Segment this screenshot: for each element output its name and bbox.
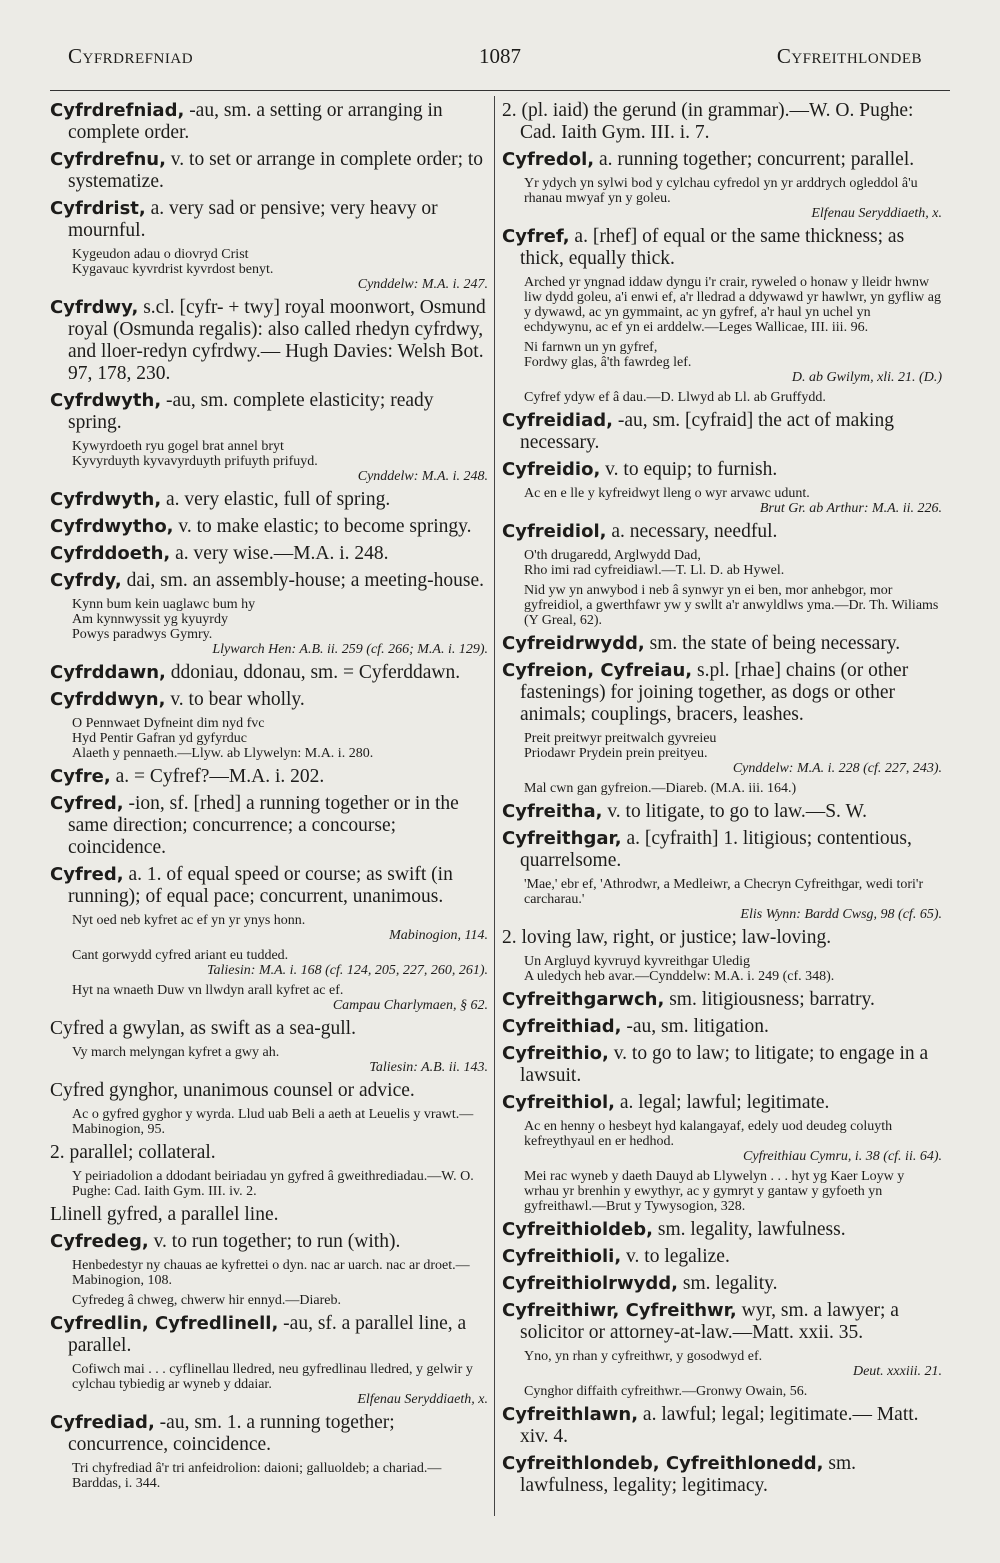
citation-line: A uledych heb avar.—Cynddelw: M.A. i. 249 (cf. 348). xyxy=(524,969,835,984)
citation-line: Kynn bum kein uaglawc bum hy xyxy=(72,597,256,612)
citation-block xyxy=(524,1169,942,1214)
citation-line: Cyfref ydyw ef â dau.—D. Llwyd ab Ll. ab Gruffydd. xyxy=(524,390,826,405)
citation-source: Llywarch Hen: A.B. ii. 259 (cf. 266; M.A. i. 129). xyxy=(212,642,488,657)
citation-block xyxy=(72,716,488,761)
citation-line: Tri chyfrediad â'r tri anfeidrolion: daioni; galluoldeb; a chariad.—Barddas, i. 344. xyxy=(72,1461,442,1491)
definition: -au, sm. complete elasticity; ready spring. xyxy=(68,390,434,433)
citation-block xyxy=(72,1045,488,1075)
dictionary-entry xyxy=(502,521,942,543)
definition: v. to legalize. xyxy=(626,1246,730,1267)
headword: Cyfreithioli, xyxy=(502,1246,622,1267)
definition: a. lawful; legal; legitimate.— Matt. xiv. 4. xyxy=(520,1404,919,1447)
citation-source: Elis Wynn: Bardd Cwsg, 98 (cf. 65). xyxy=(740,907,942,922)
headword: Cyfreithgarwch, xyxy=(502,989,665,1010)
running-head xyxy=(50,44,950,76)
definition: a. very elastic, full of spring. xyxy=(166,489,391,510)
definition: s.cl. [cyfr- + twy] royal moonwort, Osmund royal (Osmunda regalis): also called rhedyn cyfrdwy, and lloer-redyn cyfrdwy.— Hugh Davies: Welsh Bot. 97, 178, 230. xyxy=(68,297,486,384)
citation-block xyxy=(524,1119,942,1164)
definition: v. to run together; to run (with). xyxy=(153,1231,401,1252)
definition: ddoniau, ddonau, sm. = Cyferddawn. xyxy=(170,662,461,683)
dictionary-entry xyxy=(502,1273,942,1295)
citation-block xyxy=(524,390,942,405)
headword: Cyfreithio, xyxy=(502,1043,609,1064)
citation-line: Mal cwn gan gyfreion.—Diareb. (M.A. iii. 164.) xyxy=(524,781,797,796)
citation-source: Mabinogion, 114. xyxy=(389,928,488,943)
citation-block xyxy=(72,983,488,1013)
headword: Cyfref, xyxy=(502,226,570,247)
citation-line: Henbedestyr ny chauas ae kyfrettei o dyn. nac ar uarch. nac ar droet.—Mabinogion, 108. xyxy=(72,1258,470,1288)
left-column xyxy=(50,100,488,1496)
definition: 2. parallel; collateral. xyxy=(50,1142,216,1163)
citation-line: Kygeudon adau o diovryd Crist xyxy=(72,247,249,262)
head-right-guideword: Cyfreithlondeb xyxy=(776,44,922,68)
citation-block xyxy=(524,877,942,922)
dictionary-entry xyxy=(50,516,488,538)
citation-line: Vy march melyngan kyfret a gwy ah. xyxy=(72,1045,280,1060)
headword: Cyfrddwyn, xyxy=(50,689,166,710)
headword: Cyfrdwyth, xyxy=(50,489,162,510)
headword: Cyfreidrwydd, xyxy=(502,633,645,654)
definition: v. to make elastic; to become springy. xyxy=(178,516,472,537)
dictionary-entry xyxy=(502,100,942,144)
citation-source: Cynddelw: M.A. i. 248. xyxy=(357,469,488,484)
citation-line: Ac o gyfred gyghor y wyrda. Llud uab Beli a aeth at Leuelis y vrawt.—Mabinogion, 95. xyxy=(72,1107,474,1137)
headword: Cyfreithiol, xyxy=(502,1092,615,1113)
citation-source: Brut Gr. ab Arthur: M.A. ii. 226. xyxy=(759,501,942,516)
dictionary-entry xyxy=(502,660,942,726)
citation-block xyxy=(72,1293,488,1308)
citation-line: Ac en e lle y kyfreidwyt lleng o wyr arvawc udunt. xyxy=(524,486,810,501)
definition: -au, sm. [cyfraid] the act of making necessary. xyxy=(520,410,894,453)
dictionary-entry xyxy=(50,390,488,434)
dictionary-entry xyxy=(50,793,488,859)
citation-line: 'Mae,' ebr ef, 'Athrodwr, a Medleiwr, a Checryn Cyfreithgar, wedi tori'r carcharau.' xyxy=(524,877,924,907)
citation-line: Un Argluyd kyvruyd kyvreithgar Uledig xyxy=(524,954,751,969)
definition: -au, sm. 1. a running together; concurrence, coincidence. xyxy=(68,1412,395,1455)
column-divider xyxy=(494,96,495,1516)
citation-line: Cynghor diffaith cyfreithwr.—Gronwy Owain, 56. xyxy=(524,1384,808,1399)
dictionary-entry xyxy=(502,1219,942,1241)
definition: dai, sm. an assembly-house; a meeting-house. xyxy=(126,570,485,591)
dictionary-entry xyxy=(50,149,488,193)
dictionary-entry xyxy=(50,1313,488,1357)
citation-block xyxy=(72,1362,488,1407)
citation-block xyxy=(524,1384,942,1399)
citation-line: Ni farnwn un yn gyfref, xyxy=(524,340,658,355)
headword: Cyfre, xyxy=(50,766,111,787)
citation-block xyxy=(524,486,942,516)
definition: wyr, sm. a lawyer; a solicitor or attorney-at-law.—Matt. xxii. 35. xyxy=(520,1300,899,1343)
citation-block xyxy=(72,1169,488,1199)
headword: Cyfred, xyxy=(50,864,124,885)
headword: Cyfredlin, Cyfredlinell, xyxy=(50,1313,279,1334)
headword: Cyfred, xyxy=(50,793,124,814)
citation-line: Nid yw yn anwybod i neb â synwyr yn ei ben, mor anhebgor, mor gyfreidiol, a gwerthfawr yw y swllt a'r anwyldlws yma.—Dr. Th. Wiliams (Y Greal, 62). xyxy=(524,583,939,628)
citation-block xyxy=(524,781,942,796)
dictionary-entry xyxy=(50,489,488,511)
dictionary-entry xyxy=(50,1142,488,1164)
definition: s.pl. [rhae] chains (or other fastenings) for joining together, as dogs or other animals; couplings, bracers, leashes. xyxy=(520,660,909,725)
definition: a. [rhef] of equal or the same thickness; as thick, equally thick. xyxy=(520,226,905,269)
headword: Cyfrddoeth, xyxy=(50,543,171,564)
dictionary-entry xyxy=(50,297,488,385)
definition: -au, sf. a parallel line, a parallel. xyxy=(68,1313,467,1356)
citation-source: D. ab Gwilym, xli. 21. (D.) xyxy=(791,370,942,385)
citation-block xyxy=(72,247,488,292)
definition: -ion, sf. [rhed] a running together or in the same direction; concurrence; a concourse; coincidence. xyxy=(68,793,459,858)
headword: Cyfrdy, xyxy=(50,570,122,591)
definition: a. 1. of equal speed or course; as swift (in running); of equal pace; concurrent, unanimous. xyxy=(68,864,453,907)
citation-line: Am kynnwyssit yg kyuyrdy xyxy=(72,612,228,627)
headword: Cyfreidio, xyxy=(502,459,601,480)
headword: Cyfrdwyth, xyxy=(50,390,162,411)
citation-line: Kygavauc kyvrdrist kyvrdost benyt. xyxy=(72,262,274,277)
citation-source: Deut. xxxiii. 21. xyxy=(852,1364,942,1379)
definition: a. necessary, needful. xyxy=(611,521,778,542)
headword: Cyfreion, Cyfreiau, xyxy=(502,660,693,681)
dictionary-entry xyxy=(502,1300,942,1344)
citation-line: Arched yr yngnad iddaw dyngu i'r crair, ryweled o honaw y lleidr hwnw liw dydd goleu, a'i enwi ef, a'r lledrad a ddywawd yr hawlwr, yn gyfliw ag y dywawd, ac yn gymmaint, ac yn gyfref, a'r haul yn uchel yn echdywynu, ac ef yn ei arddelw.—Leges Wallicae, III. iii. 96. xyxy=(524,275,941,335)
citation-line: Hyt na wnaeth Duw vn llwdyn arall kyfret ac ef. xyxy=(72,983,344,998)
dictionary-entry xyxy=(502,1043,942,1087)
definition: -au, sm. litigation. xyxy=(626,1016,769,1037)
citation-line: Powys paradwys Gymry. xyxy=(72,627,213,642)
citation-block xyxy=(524,583,942,628)
dictionary-entry xyxy=(50,1412,488,1456)
dictionary-entry xyxy=(502,927,942,949)
citation-line: Y peiriadolion a ddodant beiriadau yn gyfred â gweithrediadau.—W. O. Pughe: Cad. Iaith Gym. III. iv. 2. xyxy=(72,1169,474,1199)
headword: Cyfrdwytho, xyxy=(50,516,174,537)
dictionary-entry xyxy=(502,989,942,1011)
definition: a. running together; concurrent; parallel. xyxy=(599,149,915,170)
dictionary-entry xyxy=(50,864,488,908)
headword: Cyfrdwy, xyxy=(50,297,139,318)
headword: Cyfredol, xyxy=(502,149,595,170)
headword: Cyfreidiol, xyxy=(502,521,607,542)
definition: a. [cyfraith] 1. litigious; contentious, quarrelsome. xyxy=(520,828,912,871)
citation-block xyxy=(72,1258,488,1288)
dictionary-entry xyxy=(502,149,942,171)
definition: sm. litigiousness; barratry. xyxy=(669,989,875,1010)
dictionary-entry xyxy=(50,100,488,144)
citation-line: Yr ydych yn sylwi bod y cylchau cyfredol yn yr arddrych ogleddol â'u rhanau mwyaf yn y goleu. xyxy=(524,176,918,206)
dictionary-entry xyxy=(502,1246,942,1268)
dictionary-entry xyxy=(50,766,488,788)
definition: a. very sad or pensive; very heavy or mournful. xyxy=(68,198,438,241)
citation-source: Elfenau Seryddiaeth, x. xyxy=(357,1392,488,1407)
definition: Llinell gyfred, a parallel line. xyxy=(50,1204,279,1225)
citation-source: Taliesin: M.A. i. 168 (cf. 124, 205, 227, 260, 261). xyxy=(206,963,488,978)
citation-line: Yno, yn rhan y cyfreithwr, y gosodwyd ef. xyxy=(524,1349,763,1364)
dictionary-entry xyxy=(502,226,942,270)
citation-line: Hyd Pentir Gafran yd gyfyrduc xyxy=(72,731,247,746)
citation-line: Kyvyrduyth kyvavyrduyth prifuyth prifuyd. xyxy=(72,454,318,469)
citation-block xyxy=(524,731,942,776)
citation-line: Alaeth y pennaeth.—Llyw. ab Llywelyn: M.A. i. 280. xyxy=(72,746,374,761)
dictionary-entry xyxy=(50,543,488,565)
citation-source: Cynddelw: M.A. i. 228 (cf. 227, 243). xyxy=(732,761,942,776)
head-left-guideword: Cyfrdrefniad xyxy=(68,44,194,68)
citation-block xyxy=(524,340,942,385)
dictionary-entry xyxy=(502,1016,942,1038)
citation-line: O Pennwaet Dyfneint dim nyd fvc xyxy=(72,716,265,731)
header-rule xyxy=(50,90,950,91)
definition: v. to bear wholly. xyxy=(170,689,305,710)
citation-block xyxy=(524,176,942,221)
headword: Cyfrdrist, xyxy=(50,198,146,219)
citation-line: Cofiwch mai . . . cyflinellau lledred, neu gyfredlinau lledred, y gelwir y cylchau tybiedig ar wyneb y ddaiar. xyxy=(72,1362,473,1392)
dictionary-entry xyxy=(50,1231,488,1253)
definition: sm. legality. xyxy=(682,1273,778,1294)
definition: v. to equip; to furnish. xyxy=(605,459,778,480)
dictionary-entry xyxy=(50,1018,488,1040)
headword: Cyfreithioldeb, xyxy=(502,1219,653,1240)
citation-line: Cyfredeg â chweg, chwerw hir ennyd.—Diareb. xyxy=(72,1293,342,1308)
headword: Cyfreithiolrwydd, xyxy=(502,1273,679,1294)
headword: Cyfreithlondeb, Cyfreithlonedd, xyxy=(502,1453,824,1474)
definition: sm. the state of being necessary. xyxy=(649,633,901,654)
definition: 2. loving law, right, or justice; law-loving. xyxy=(502,927,832,948)
dictionary-entry xyxy=(50,662,488,684)
definition: a. very wise.—M.A. i. 248. xyxy=(175,543,389,564)
citation-block xyxy=(524,1349,942,1379)
citation-source: Elfenau Seryddiaeth, x. xyxy=(811,206,942,221)
citation-line: Preit preitwyr preitwalch gyvreieu xyxy=(524,731,717,746)
dictionary-entry xyxy=(50,198,488,242)
citation-source: Campau Charlymaen, § 62. xyxy=(332,998,488,1013)
headword: Cyfrdrefnu, xyxy=(50,149,166,170)
headword: Cyfreitha, xyxy=(502,801,603,822)
citation-line: Mei rac wyneb y daeth Dauyd ab Llywelyn . . . hyt yg Kaer Loyw y wrhau yr brenhin y ewythyr, ac y gymryt y gantaw y gyfoeth yn gyfreithawl.—Brut y Tywysogion, 328. xyxy=(524,1169,905,1214)
definition: a. = Cyfref?—M.A. i. 202. xyxy=(115,766,325,787)
definition: v. to go to law; to litigate; to engage in a lawsuit. xyxy=(520,1043,929,1086)
citation-source: Taliesin: A.B. ii. 143. xyxy=(369,1060,488,1075)
citation-line: Nyt oed neb kyfret ac ef yn yr ynys honn. xyxy=(72,913,306,928)
citation-line: Rho imi rad cyfreidiawl.—T. Ll. D. ab Hywel. xyxy=(524,563,785,578)
citation-block xyxy=(524,954,942,984)
dictionary-entry xyxy=(50,1204,488,1226)
dictionary-entry xyxy=(502,1092,942,1114)
dictionary-entry xyxy=(502,801,942,823)
citation-block xyxy=(524,548,942,578)
dictionary-entry xyxy=(502,459,942,481)
dictionary-entry xyxy=(502,410,942,454)
citation-line: Ac en henny o hesbeyt hyd kalangayaf, edely uod deudeg coluyth kefreythyaul en er hedhod. xyxy=(524,1119,893,1149)
citation-block xyxy=(524,275,942,335)
definition: Cyfred gynghor, unanimous counsel or advice. xyxy=(50,1080,415,1101)
dictionary-entry xyxy=(502,633,942,655)
citation-block xyxy=(72,439,488,484)
citation-line: Priodawr Prydein prein preityeu. xyxy=(524,746,708,761)
dictionary-entry xyxy=(502,828,942,872)
right-column xyxy=(502,100,942,1502)
citation-block xyxy=(72,948,488,978)
citation-source: Cyfreithiau Cymru, i. 38 (cf. ii. 64). xyxy=(743,1149,942,1164)
definition: -au, sm. a setting or arranging in complete order. xyxy=(68,100,443,143)
citation-line: Cant gorwydd cyfred ariant eu tudded. xyxy=(72,948,289,963)
headword: Cyfreithiad, xyxy=(502,1016,622,1037)
headword: Cyfredeg, xyxy=(50,1231,149,1252)
citation-source: Cynddelw: M.A. i. 247. xyxy=(357,277,488,292)
dictionary-entry xyxy=(50,1080,488,1102)
page-number: 1087 xyxy=(479,44,521,68)
definition: v. to litigate, to go to law.—S. W. xyxy=(607,801,867,822)
headword: Cyfreithlawn, xyxy=(502,1404,639,1425)
citation-line: Fordwy glas, â'th fawrdeg lef. xyxy=(524,355,692,370)
citation-block xyxy=(72,913,488,943)
definition: Cyfred a gwylan, as swift as a sea-gull. xyxy=(50,1018,356,1039)
headword: Cyfrediad, xyxy=(50,1412,155,1433)
dictionary-entry xyxy=(502,1453,942,1497)
citation-line: O'th drugaredd, Arglwydd Dad, xyxy=(524,548,701,563)
headword: Cyfreidiad, xyxy=(502,410,613,431)
citation-line: Kywyrdoeth ryu gogel brat annel bryt xyxy=(72,439,284,454)
definition: sm. lawfulness, legality; legitimacy. xyxy=(520,1453,857,1496)
headword: Cyfrdrefniad, xyxy=(50,100,185,121)
definition: sm. legality, lawfulness. xyxy=(657,1219,846,1240)
headword: Cyfreithiwr, Cyfreithwr, xyxy=(502,1300,737,1321)
dictionary-entry xyxy=(50,689,488,711)
dictionary-entry xyxy=(50,570,488,592)
citation-block xyxy=(72,1461,488,1491)
citation-block xyxy=(72,597,488,657)
dictionary-entry xyxy=(502,1404,942,1448)
definition: v. to set or arrange in complete order; to systematize. xyxy=(68,149,484,192)
citation-block xyxy=(72,1107,488,1137)
headword: Cyfrddawn, xyxy=(50,662,166,683)
definition: a. legal; lawful; legitimate. xyxy=(619,1092,830,1113)
headword: Cyfreithgar, xyxy=(502,828,622,849)
definition: 2. (pl. iaid) the gerund (in grammar).—W. O. Pughe: Cad. Iaith Gym. III. i. 7. xyxy=(502,100,914,143)
